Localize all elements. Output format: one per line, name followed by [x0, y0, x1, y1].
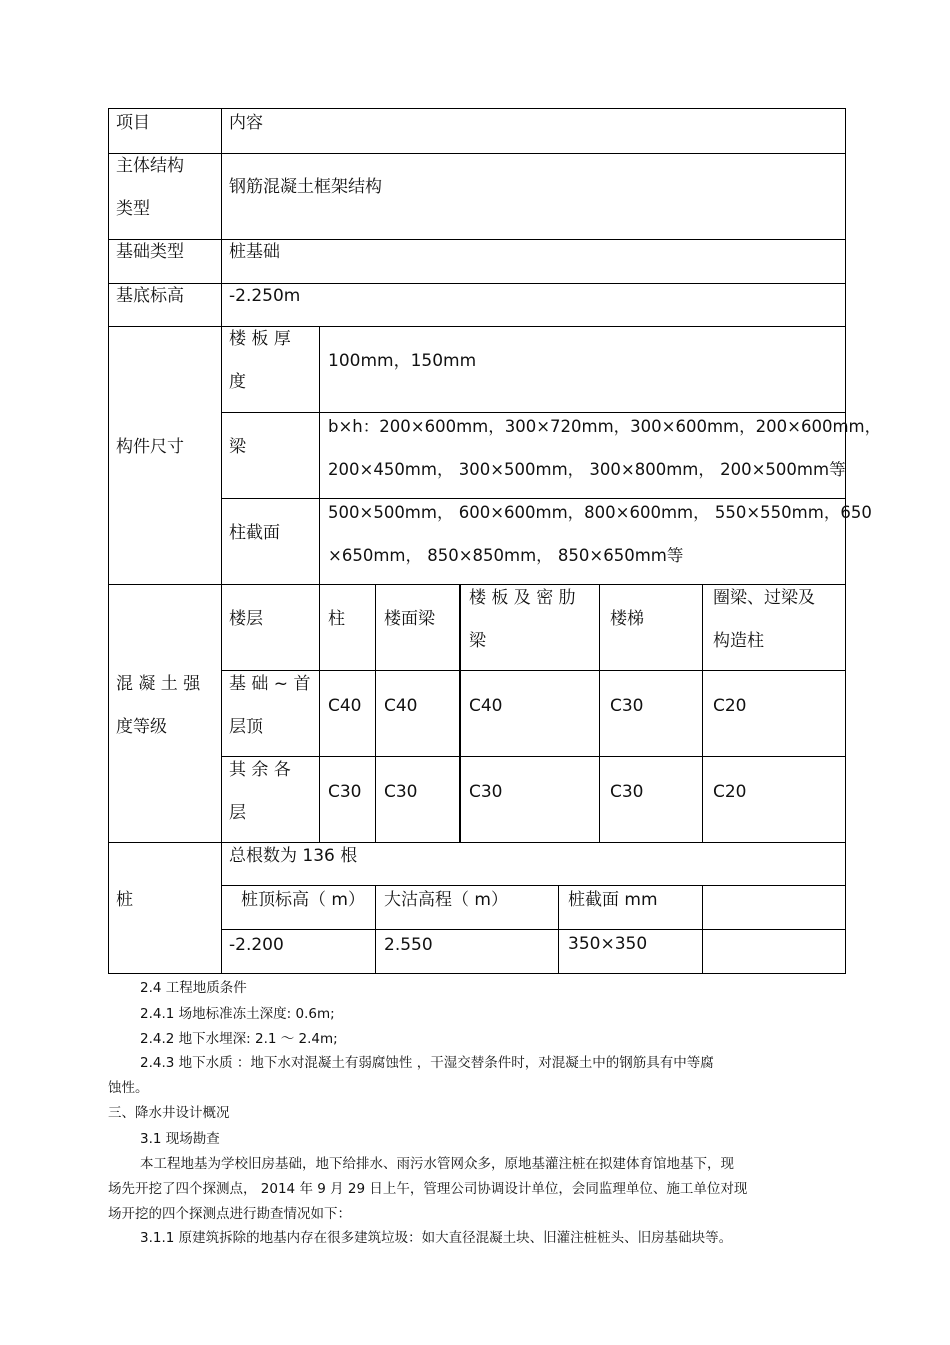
concrete-header-slab-2: 梁	[469, 631, 486, 651]
base-elevation-label: 基底标高	[116, 286, 184, 306]
structure-type-label-1: 主体结构	[116, 156, 184, 176]
concrete-row1-floor-1: 基 础 ~ 首	[229, 674, 311, 694]
header-content: 内容	[229, 113, 263, 133]
pile-top-elev-value: -2.200	[229, 935, 284, 955]
concrete-header-stair: 楼梯	[610, 609, 644, 629]
pile-label: 桩	[116, 890, 133, 910]
concrete-row2-floor-1: 其 余 各	[229, 760, 291, 780]
concrete-row1-stair: C30	[610, 696, 644, 716]
column-divider	[375, 584, 376, 842]
column-divider	[599, 584, 600, 842]
concrete-label-2: 度等级	[116, 717, 167, 737]
heading-3: 三、降水井设计概况	[108, 1105, 230, 1121]
concrete-row2-floor-beam: C30	[384, 782, 418, 802]
structure-type-label-2: 类型	[116, 199, 150, 219]
project-overview-table	[108, 108, 882, 974]
column-divider	[319, 326, 320, 842]
item-2-4-3: 2.4.3 地下水质 ：地下水对混凝土有弱腐蚀性 ，干湿交替条件时，对混凝土中的钢筋具有中等腐	[140, 1055, 714, 1071]
beam-value-1: b×h：200×600mm，300×720mm，300×600mm，200×600mm，	[328, 417, 882, 436]
row-divider	[221, 670, 846, 671]
column-divider	[702, 584, 703, 842]
paragraph-line-1: 本工程地基为学校旧房基础，地下给排水、雨污水管网众多，原地基灌注桩在拟建体育馆地基下，现	[140, 1156, 734, 1172]
pile-ground-elev-value: 2.550	[384, 935, 433, 955]
concrete-row2-floor-2: 层	[229, 803, 246, 823]
column-divider	[375, 885, 376, 974]
pile-total: 总根数为 136 根	[229, 846, 358, 866]
column-section-value-1: 500×500mm， 600×600mm，800×600mm， 550×550mm，650	[328, 503, 872, 522]
row-divider	[108, 842, 846, 843]
concrete-row2-stair: C30	[610, 782, 644, 802]
item-2-4-2: 2.4.2 地下水埋深: 2.1 ～ 2.4m;	[140, 1031, 338, 1047]
concrete-header-floor-beam: 楼面梁	[384, 609, 435, 629]
concrete-row1-column: C40	[328, 696, 362, 716]
pile-ground-elev-label: 大沽高程（ m）	[384, 890, 508, 910]
concrete-row2-ring: C20	[713, 782, 747, 802]
base-elevation-value: -2.250m	[229, 286, 301, 306]
row-divider	[108, 239, 846, 240]
column-divider	[221, 108, 222, 974]
concrete-row1-floor-2: 层顶	[229, 717, 263, 737]
concrete-header-slab-1: 楼 板 及 密 肋	[469, 588, 576, 608]
column-divider	[459, 584, 461, 842]
concrete-row2-column: C30	[328, 782, 362, 802]
structure-type-value: 钢筋混凝土框架结构	[229, 177, 382, 197]
column-section-label: 柱截面	[229, 523, 280, 543]
concrete-header-column: 柱	[328, 609, 345, 629]
concrete-header-ring-2: 构造柱	[713, 631, 764, 651]
row-divider	[108, 283, 846, 284]
column-divider	[702, 885, 703, 974]
header-item: 项目	[116, 113, 150, 133]
concrete-row2-slab: C30	[469, 782, 503, 802]
item-3-1-1: 3.1.1 原建筑拆除的地基内存在很多建筑垃圾：如大直径混凝土块、旧灌注桩桩头、旧房基础块等。	[140, 1230, 733, 1246]
heading-3-1: 3.1 现场勘查	[140, 1131, 220, 1147]
concrete-header-ring-1: 圈梁、过梁及	[713, 588, 815, 608]
concrete-row1-floor-beam: C40	[384, 696, 418, 716]
pile-top-elev-label: 桩顶标高（ m）	[241, 890, 365, 910]
row-divider	[221, 756, 846, 757]
paragraph-line-3: 场开挖的四个探测点进行勘查情况如下：	[108, 1206, 351, 1222]
row-divider	[108, 153, 846, 154]
slab-thickness-label-1: 楼 板 厚	[229, 329, 291, 349]
foundation-type-label: 基础类型	[116, 242, 184, 262]
foundation-type-value: 桩基础	[229, 242, 280, 262]
beam-value-2: 200×450mm， 300×500mm， 300×800mm， 200×500mm等	[328, 460, 846, 479]
slab-thickness-value: 100mm，150mm	[328, 351, 477, 371]
pile-section-value: 350×350	[568, 934, 648, 954]
item-2-4-1: 2.4.1 场地标准冻土深度: 0.6m;	[140, 1006, 335, 1022]
member-size-label: 构件尺寸	[116, 437, 184, 457]
concrete-row1-ring: C20	[713, 696, 747, 716]
row-divider	[221, 929, 846, 930]
beam-label: 梁	[229, 437, 246, 457]
item-2-4-3-cont: 蚀性。	[108, 1080, 149, 1096]
paragraph-line-2: 场先开挖了四个探测点， 2014 年 9 月 29 日上午，管理公司协调设计单位，会同监理单位、施工单位对现	[108, 1181, 748, 1197]
row-divider	[108, 326, 846, 327]
heading-2-4: 2.4 工程地质条件	[140, 980, 247, 996]
slab-thickness-label-2: 度	[229, 372, 246, 392]
concrete-row1-slab: C40	[469, 696, 503, 716]
column-section-value-2: ×650mm， 850×850mm， 850×650mm等	[328, 546, 684, 565]
pile-section-label: 桩截面 mm	[568, 890, 658, 910]
column-divider	[558, 885, 559, 974]
concrete-header-floor: 楼层	[229, 609, 263, 629]
concrete-label-1: 混 凝 土 强	[116, 674, 201, 694]
